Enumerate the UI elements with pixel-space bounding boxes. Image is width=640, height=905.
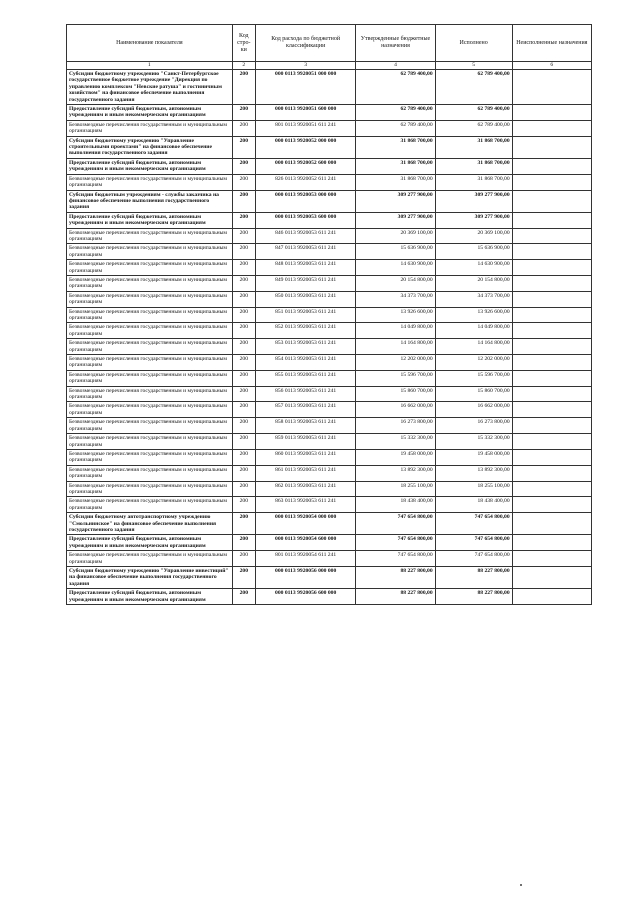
row-executed-amount: 15 860 700,00 [435,386,512,402]
row-unexecuted-amount [512,355,591,371]
row-indicator-name: Безвозмездные перечисления государственным и муниципальным организациям [67,370,233,386]
row-unexecuted-amount [512,513,591,535]
row-approved-amount: 16 662 000,00 [356,402,435,418]
row-budget-code: 848 0113 9920053 611 241 [255,260,355,276]
row-unexecuted-amount [512,535,591,551]
row-unexecuted-amount [512,212,591,228]
row-line-code: 200 [232,535,255,551]
row-approved-amount: 15 596 700,00 [356,370,435,386]
row-budget-code: 801 0113 9920051 611 241 [255,120,355,136]
row-line-code: 200 [232,449,255,465]
row-approved-amount: 14 164 800,00 [356,339,435,355]
table-row [67,497,592,513]
row-line-code: 200 [232,120,255,136]
row-indicator-name: Безвозмездные перечисления государственным и муниципальным организациям [67,339,233,355]
row-budget-code: 855 0113 9920053 611 241 [255,370,355,386]
row-approved-amount: 16 273 800,00 [356,418,435,434]
row-budget-code: 826 0113 9920052 611 241 [255,174,355,190]
column-number: 2 [232,62,255,70]
row-executed-amount: 309 277 900,00 [435,190,512,212]
row-executed-amount: 14 630 900,00 [435,260,512,276]
row-executed-amount: 747 654 800,00 [435,513,512,535]
row-indicator-name: Безвозмездные перечисления государственным и муниципальным организациям [67,228,233,244]
row-unexecuted-amount [512,275,591,291]
column-number: 4 [356,62,435,70]
row-line-code: 200 [232,551,255,567]
row-approved-amount: 15 636 900,00 [356,244,435,260]
row-line-code: 200 [232,70,255,105]
header-unexecuted: Неисполненные назначения [512,25,591,62]
row-executed-amount: 14 164 800,00 [435,339,512,355]
scan-speck [520,884,522,886]
row-indicator-name: Субсидии бюджетному учреждению "Санкт-Петербургское государственное бюджетное учреждение "Дирекция по управлению комплексом "Невские ратуша" и гостиничным хозяйством" на финансовое обеспечение выполнения государственного задания [67,70,233,105]
row-unexecuted-amount [512,465,591,481]
row-line-code: 200 [232,291,255,307]
row-indicator-name: Безвозмездные перечисления государственным и муниципальным организациям [67,244,233,260]
row-budget-code: 000 0113 9920051 000 000 [255,70,355,105]
row-indicator-name: Безвозмездные перечисления государственным и муниципальным организациям [67,434,233,450]
table-body [67,70,592,605]
row-executed-amount: 62 789 400,00 [435,120,512,136]
row-budget-code: 000 0113 9920056 600 000 [255,589,355,605]
row-indicator-name: Безвозмездные перечисления государственным и муниципальным организациям [67,465,233,481]
row-budget-code: 853 0113 9920053 611 241 [255,339,355,355]
row-budget-code: 000 0113 9920053 000 000 [255,190,355,212]
row-executed-amount: 18 438 400,00 [435,497,512,513]
row-executed-amount: 88 227 800,00 [435,567,512,589]
table-row [67,307,592,323]
row-indicator-name: Безвозмездные перечисления государственным и муниципальным организациям [67,323,233,339]
row-budget-code: 856 0113 9920053 611 241 [255,386,355,402]
table-row [67,291,592,307]
row-line-code: 200 [232,105,255,121]
row-unexecuted-amount [512,228,591,244]
row-line-code: 200 [232,402,255,418]
table-row [67,434,592,450]
row-line-code: 200 [232,513,255,535]
row-indicator-name: Предоставление субсидий бюджетным, автономным учреждениям и иным некоммерческим организациям [67,589,233,605]
row-approved-amount: 20 154 800,00 [356,275,435,291]
row-line-code: 200 [232,355,255,371]
table-row [67,567,592,589]
row-indicator-name: Предоставление субсидий бюджетным, автономным учреждениям и иным некоммерческим организациям [67,535,233,551]
table-row [67,465,592,481]
row-executed-amount: 747 654 800,00 [435,535,512,551]
row-indicator-name: Безвозмездные перечисления государственным и муниципальным организациям [67,260,233,276]
row-approved-amount: 18 438 400,00 [356,497,435,513]
row-line-code: 200 [232,589,255,605]
row-line-code: 200 [232,244,255,260]
row-indicator-name: Предоставление субсидий бюджетным, автономным учреждениям и иным некоммерческим организациям [67,158,233,174]
row-budget-code: 861 0113 9920053 611 241 [255,465,355,481]
row-approved-amount: 20 369 100,00 [356,228,435,244]
row-executed-amount: 13 892 300,00 [435,465,512,481]
row-indicator-name: Безвозмездные перечисления государственным и муниципальным организациям [67,386,233,402]
row-unexecuted-amount [512,190,591,212]
row-approved-amount: 31 868 700,00 [356,174,435,190]
row-line-code: 200 [232,418,255,434]
table-row [67,136,592,158]
row-indicator-name: Субсидии бюджетным учреждениям - службы заказчика на финансовое обеспечение выполнения государственного задания [67,190,233,212]
row-budget-code: 000 0113 9920053 600 000 [255,212,355,228]
row-executed-amount: 14 049 800,00 [435,323,512,339]
row-unexecuted-amount [512,567,591,589]
row-executed-amount: 15 596 700,00 [435,370,512,386]
row-line-code: 200 [232,228,255,244]
row-unexecuted-amount [512,481,591,497]
row-indicator-name: Безвозмездные перечисления государственным и муниципальным организациям [67,355,233,371]
row-line-code: 200 [232,307,255,323]
table-row [67,70,592,105]
row-executed-amount: 18 255 100,00 [435,481,512,497]
row-executed-amount: 31 868 700,00 [435,174,512,190]
row-line-code: 200 [232,136,255,158]
row-unexecuted-amount [512,449,591,465]
row-approved-amount: 13 892 300,00 [356,465,435,481]
table-row [67,551,592,567]
table-row [67,535,592,551]
row-executed-amount: 88 227 800,00 [435,589,512,605]
column-number: 6 [512,62,591,70]
row-approved-amount: 309 277 900,00 [356,212,435,228]
row-line-code: 200 [232,370,255,386]
row-unexecuted-amount [512,136,591,158]
row-approved-amount: 88 227 800,00 [356,567,435,589]
row-unexecuted-amount [512,339,591,355]
table-row [67,323,592,339]
row-approved-amount: 62 789 400,00 [356,120,435,136]
row-budget-code: 000 0113 9920052 600 000 [255,158,355,174]
row-budget-code: 859 0113 9920053 611 241 [255,434,355,450]
row-unexecuted-amount [512,589,591,605]
row-approved-amount: 14 630 900,00 [356,260,435,276]
table-row [67,386,592,402]
table-row [67,275,592,291]
row-budget-code: 000 0113 9920056 000 000 [255,567,355,589]
row-indicator-name: Безвозмездные перечисления государственным и муниципальным организациям [67,449,233,465]
row-indicator-name: Субсидии бюджетному учреждению "Управление строительными проектами" на финансовое обеспечение выполнения государственного задания [67,136,233,158]
row-line-code: 200 [232,465,255,481]
row-indicator-name: Безвозмездные перечисления государственным и муниципальным организациям [67,481,233,497]
table-row [67,260,592,276]
row-line-code: 200 [232,174,255,190]
row-indicator-name: Субсидии бюджетному учреждению "Управление инвестиций" на финансовое обеспечение выполнения государственного задания [67,567,233,589]
row-budget-code: 854 0113 9920053 611 241 [255,355,355,371]
row-indicator-name: Субсидии бюджетному автотранспортному учреждению "Смольнинское" на финансовое обеспечение выполнения государственного задания [67,513,233,535]
row-executed-amount: 20 154 800,00 [435,275,512,291]
column-number: 1 [67,62,233,70]
row-budget-code: 000 0113 9920054 000 000 [255,513,355,535]
row-unexecuted-amount [512,291,591,307]
row-unexecuted-amount [512,370,591,386]
row-budget-code: 852 0113 9920053 611 241 [255,323,355,339]
row-executed-amount: 15 636 900,00 [435,244,512,260]
row-unexecuted-amount [512,323,591,339]
table-row [67,174,592,190]
table-row [67,339,592,355]
row-indicator-name: Безвозмездные перечисления государственным и муниципальным организациям [67,174,233,190]
header-executed: Исполнено [435,25,512,62]
row-approved-amount: 747 654 800,00 [356,513,435,535]
row-executed-amount: 31 868 700,00 [435,136,512,158]
row-indicator-name: Безвозмездные перечисления государственным и муниципальным организациям [67,275,233,291]
row-approved-amount: 34 373 700,00 [356,291,435,307]
row-executed-amount: 20 369 100,00 [435,228,512,244]
row-budget-code: 849 0113 9920053 611 241 [255,275,355,291]
row-line-code: 200 [232,212,255,228]
row-indicator-name: Предоставление субсидий бюджетным, автономным учреждениям и иным некоммерческим организациям [67,212,233,228]
row-line-code: 200 [232,190,255,212]
row-line-code: 200 [232,434,255,450]
row-indicator-name: Безвозмездные перечисления государственным и муниципальным организациям [67,307,233,323]
table-row [67,212,592,228]
row-approved-amount: 62 789 400,00 [356,70,435,105]
row-budget-code: 801 0113 9920054 611 241 [255,551,355,567]
row-unexecuted-amount [512,120,591,136]
header-budget-classification: Код расхода по бюджетной классификации [255,25,355,62]
row-line-code: 200 [232,481,255,497]
table-row [67,355,592,371]
header-line-code: Код стро-ки [232,25,255,62]
row-approved-amount: 14 049 800,00 [356,323,435,339]
column-number: 5 [435,62,512,70]
row-line-code: 200 [232,323,255,339]
row-budget-code: 847 0113 9920053 611 241 [255,244,355,260]
table-row [67,370,592,386]
row-executed-amount: 31 868 700,00 [435,158,512,174]
row-approved-amount: 19 458 000,00 [356,449,435,465]
row-unexecuted-amount [512,158,591,174]
row-line-code: 200 [232,260,255,276]
row-approved-amount: 15 332 300,00 [356,434,435,450]
row-budget-code: 857 0113 9920053 611 241 [255,402,355,418]
row-line-code: 200 [232,386,255,402]
row-unexecuted-amount [512,174,591,190]
table-row [67,228,592,244]
row-budget-code: 850 0113 9920053 611 241 [255,291,355,307]
row-executed-amount: 62 789 400,00 [435,105,512,121]
table-row [67,513,592,535]
table-row [67,105,592,121]
row-executed-amount: 13 926 600,00 [435,307,512,323]
row-line-code: 200 [232,497,255,513]
row-unexecuted-amount [512,402,591,418]
row-budget-code: 858 0113 9920053 611 241 [255,418,355,434]
row-indicator-name: Безвозмездные перечисления государственным и муниципальным организациям [67,120,233,136]
row-unexecuted-amount [512,244,591,260]
column-number-row [67,62,592,70]
row-unexecuted-amount [512,551,591,567]
row-unexecuted-amount [512,386,591,402]
table-row [67,589,592,605]
row-executed-amount: 34 373 700,00 [435,291,512,307]
row-approved-amount: 31 868 700,00 [356,158,435,174]
header-approved: Утвержденные бюджетные назначения [356,25,435,62]
header-indicator-name: Наименование показателя [67,25,233,62]
row-approved-amount: 747 654 800,00 [356,535,435,551]
row-budget-code: 851 0113 9920053 611 241 [255,307,355,323]
row-indicator-name: Безвозмездные перечисления государственным и муниципальным организациям [67,551,233,567]
row-executed-amount: 19 458 000,00 [435,449,512,465]
table-header-row [67,25,592,62]
row-unexecuted-amount [512,105,591,121]
row-approved-amount: 18 255 100,00 [356,481,435,497]
row-approved-amount: 13 926 600,00 [356,307,435,323]
row-line-code: 200 [232,567,255,589]
row-executed-amount: 15 332 300,00 [435,434,512,450]
row-unexecuted-amount [512,70,591,105]
row-budget-code: 000 0113 9920051 600 000 [255,105,355,121]
table-row [67,244,592,260]
row-unexecuted-amount [512,260,591,276]
table-row [67,158,592,174]
table-row [67,481,592,497]
row-approved-amount: 747 654 800,00 [356,551,435,567]
column-number: 3 [255,62,355,70]
table-row [67,120,592,136]
row-line-code: 200 [232,158,255,174]
row-approved-amount: 12 202 000,00 [356,355,435,371]
row-approved-amount: 31 868 700,00 [356,136,435,158]
row-approved-amount: 15 860 700,00 [356,386,435,402]
row-indicator-name: Безвозмездные перечисления государственным и муниципальным организациям [67,291,233,307]
row-budget-code: 000 0113 9920054 600 000 [255,535,355,551]
table-row [67,449,592,465]
row-approved-amount: 62 789 400,00 [356,105,435,121]
row-unexecuted-amount [512,307,591,323]
row-executed-amount: 16 662 000,00 [435,402,512,418]
row-line-code: 200 [232,275,255,291]
row-budget-code: 862 0113 9920053 611 241 [255,481,355,497]
row-indicator-name: Безвозмездные перечисления государственным и муниципальным организациям [67,497,233,513]
row-budget-code: 846 0113 9920053 611 241 [255,228,355,244]
row-budget-code: 000 0113 9920052 000 000 [255,136,355,158]
row-unexecuted-amount [512,497,591,513]
row-budget-code: 863 0113 9920053 611 241 [255,497,355,513]
table-row [67,402,592,418]
budget-execution-table [66,24,592,605]
row-executed-amount: 747 654 800,00 [435,551,512,567]
row-executed-amount: 12 202 000,00 [435,355,512,371]
row-indicator-name: Безвозмездные перечисления государственным и муниципальным организациям [67,418,233,434]
row-unexecuted-amount [512,434,591,450]
row-line-code: 200 [232,339,255,355]
row-executed-amount: 309 277 900,00 [435,212,512,228]
row-executed-amount: 16 273 800,00 [435,418,512,434]
row-budget-code: 860 0113 9920053 611 241 [255,449,355,465]
row-approved-amount: 309 277 900,00 [356,190,435,212]
row-indicator-name: Предоставление субсидий бюджетным, автономным учреждениям и иным некоммерческим организациям [67,105,233,121]
row-unexecuted-amount [512,418,591,434]
row-executed-amount: 62 789 400,00 [435,70,512,105]
table-row [67,418,592,434]
row-indicator-name: Безвозмездные перечисления государственным и муниципальным организациям [67,402,233,418]
table-row [67,190,592,212]
row-approved-amount: 88 227 800,00 [356,589,435,605]
